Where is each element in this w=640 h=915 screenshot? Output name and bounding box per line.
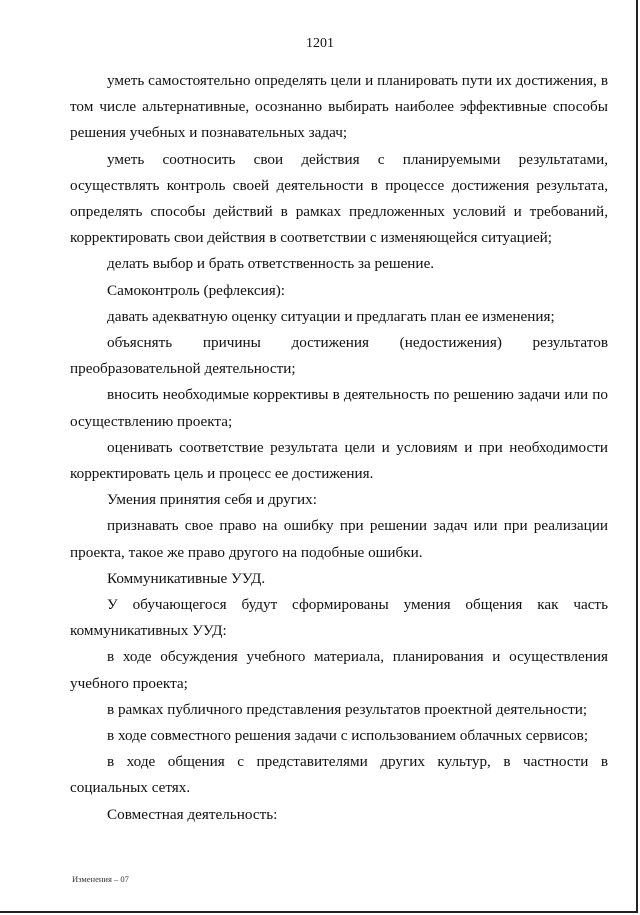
paragraph: уметь самостоятельно определять цели и планировать пути их достижения, в том числе альтернативные, осознанно выбирать наиболее эффективные способы решения учебных и познавательных задач;	[70, 72, 608, 142]
paragraph: Совместная деятельность:	[107, 805, 278, 823]
paragraph: признавать свое право на ошибку при решении задач или при реализации проекта, такое же право другого на подобные ошибки.	[70, 517, 608, 561]
paragraph: Коммуникативные УУД.	[107, 569, 266, 587]
footer-revision-note: Изменения – 07	[72, 874, 129, 884]
paragraph: Самоконтроль (рефлексия):	[107, 281, 286, 299]
paragraph: Умения принятия себя и других:	[107, 491, 317, 509]
paragraph: оценивать соответствие результата цели и условиям и при необходимости корректировать цель и процесс ее достижения.	[70, 438, 608, 483]
paragraph: уметь соотносить свои действия с планируемыми результатами, осуществлять контроль своей деятельности в процессе достижения результата, определять способы действий в рамках предложенных условий и требований, корректировать свои действия в соответствии с изменяющейся ситуацией;	[70, 150, 608, 247]
paragraph: делать выбор и брать ответственность за решение.	[107, 255, 435, 273]
paragraph: давать адекватную оценку ситуации и предлагать план ее изменения;	[107, 307, 555, 325]
paragraph: в ходе совместного решения задачи с использованием облачных сервисов;	[107, 727, 589, 745]
page-number: 1201	[306, 36, 334, 51]
document-body	[70, 68, 608, 828]
paragraph: в ходе общения с представителями других культур, в частности в социальных сетях.	[70, 753, 608, 797]
paragraph: в ходе обсуждения учебного материала, планирования и осуществления учебного проекта;	[70, 648, 608, 692]
paragraph: объяснять причины достижения (недостижения) результатов преобразовательной деятельности;	[70, 334, 608, 378]
paragraph: вносить необходимые коррективы в деятельность по решению задачи или по осуществлению проекта;	[70, 386, 608, 430]
paragraph: в рамках публичного представления результатов проектной деятельности;	[107, 700, 588, 718]
paragraph: У обучающегося будут сформированы умения общения как часть коммуникативных УУД:	[70, 596, 608, 640]
